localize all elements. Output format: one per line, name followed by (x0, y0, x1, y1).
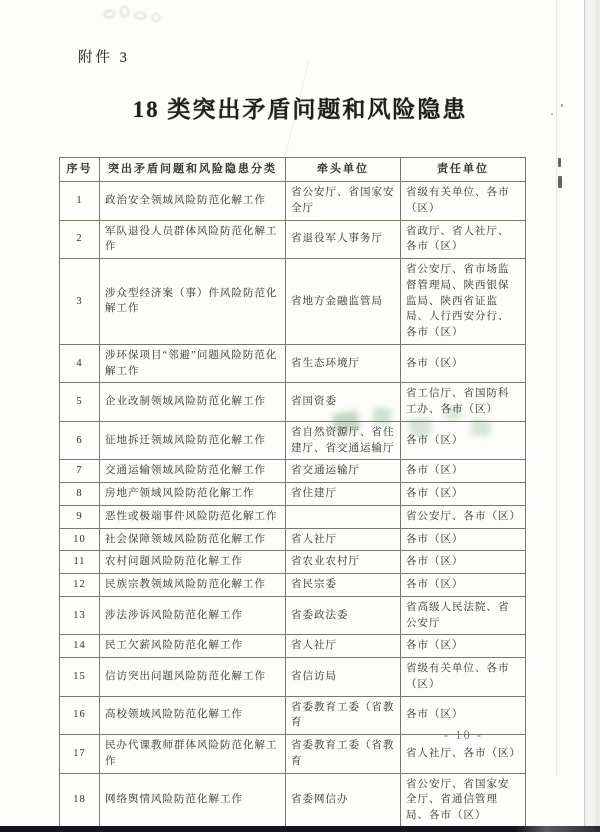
cell-no: 8 (60, 483, 100, 506)
paper-edge-shadow (584, 0, 600, 832)
attachment-label: 附件 3 (78, 50, 130, 66)
cell-no: 6 (60, 421, 100, 460)
cell-lead: 省自然资源厅、省住建厅、省交通运输厅 (286, 421, 401, 460)
table-row (60, 421, 526, 460)
cell-lead: 省住建厅 (286, 483, 401, 506)
cell-issue: 涉环保项目“邻避”问题风险防范化解工作 (100, 344, 286, 383)
cell-no: 10 (60, 528, 100, 551)
cell-issue: 军队退役人员群体风险防范化解工作 (100, 220, 286, 259)
cell-responsible: 各市（区） (401, 696, 526, 735)
scan-speck (558, 158, 561, 167)
cell-lead: 省农业农村厅 (286, 551, 401, 574)
header-issue: 突出矛盾问题和风险隐患分类 (100, 158, 286, 182)
cell-no: 3 (60, 259, 100, 345)
table-row (60, 635, 526, 658)
cell-issue: 民族宗教领域风险防范化解工作 (100, 574, 286, 597)
cell-no: 2 (60, 220, 100, 259)
page-title: 18 类突出矛盾问题和风险隐患 (132, 97, 468, 122)
cell-issue: 网络舆情风险防范化解工作 (100, 773, 286, 827)
table-row (60, 344, 526, 383)
table-header (60, 158, 526, 182)
table-row (60, 596, 526, 635)
cell-no: 11 (60, 551, 100, 574)
table-row (60, 483, 526, 506)
cell-responsible: 省政厅、省人社厅、各市（区） (401, 220, 526, 259)
cell-no: 7 (60, 460, 100, 483)
cell-lead: 省退役军人事务厅 (286, 220, 401, 259)
cell-lead: 省人社厅 (286, 528, 401, 551)
cell-issue: 民办代课教师群体风险防范化解工作 (100, 735, 286, 774)
cell-issue: 社会保障领域风险防范化解工作 (100, 528, 286, 551)
cell-issue: 涉法涉诉风险防范化解工作 (100, 596, 286, 635)
cell-no: 4 (60, 344, 100, 383)
cell-no: 15 (60, 658, 100, 697)
cell-responsible: 省高级人民法院、省公安厅 (401, 596, 526, 635)
table-row (60, 220, 526, 259)
cell-no: 12 (60, 574, 100, 597)
cell-lead: 省国资委 (286, 383, 401, 422)
header-lead: 牵头单位 (286, 158, 401, 182)
cell-issue: 高校领域风险防范化解工作 (100, 696, 286, 735)
cell-issue: 信访突出问题风险防范化解工作 (100, 658, 286, 697)
cell-no: 1 (60, 182, 100, 221)
cell-responsible: 各市（区） (401, 344, 526, 383)
cell-issue: 征地拆迁领域风险防范化解工作 (100, 421, 286, 460)
cell-no: 13 (60, 596, 100, 635)
cell-no: 16 (60, 696, 100, 735)
table-header-row (60, 158, 526, 182)
page-number: - 10 - (444, 728, 484, 742)
cell-issue: 交通运输领域风险防范化解工作 (100, 460, 286, 483)
table-row (60, 551, 526, 574)
table-row (60, 259, 526, 345)
cell-responsible: 省人社厅、各市（区） (401, 735, 526, 774)
cell-lead: 省民宗委 (286, 574, 401, 597)
cell-lead: 省公安厅、省国家安全厅 (286, 182, 401, 221)
handwriting-mark (100, 4, 170, 26)
table-row (60, 383, 526, 422)
cell-lead: 省交通运输厅 (286, 460, 401, 483)
cell-responsible: 各市（区） (401, 528, 526, 551)
header-responsible: 责任单位 (401, 158, 526, 182)
cell-responsible: 省公安厅、各市（区） (401, 505, 526, 528)
scan-speck (561, 104, 563, 107)
cell-responsible: 各市（区） (401, 551, 526, 574)
cell-lead: 省委政法委 (286, 596, 401, 635)
cell-issue: 涉众型经济案（事）件风险防范化解工作 (100, 259, 286, 345)
cell-issue: 房地产领域风险防范化解工作 (100, 483, 286, 506)
cell-responsible: 省级有关单位、各市（区） (401, 658, 526, 697)
cell-responsible: 各市（区） (401, 421, 526, 460)
cell-issue: 民工欠薪风险防范化解工作 (100, 635, 286, 658)
cell-no: 14 (60, 635, 100, 658)
cell-lead: 省信访局 (286, 658, 401, 697)
cell-issue: 政治安全领域风险防范化解工作 (100, 182, 286, 221)
cell-issue: 恶性或极端事件风险防范化解工作 (100, 505, 286, 528)
cell-lead: 省委教育工委（省教育 (286, 735, 401, 774)
cell-lead (286, 505, 401, 528)
cell-lead: 省委教育工委（省教育 (286, 696, 401, 735)
table-row (60, 773, 526, 827)
scan-speck (558, 176, 562, 188)
cell-responsible: 各市（区） (401, 483, 526, 506)
header-no: 序号 (60, 158, 100, 182)
cell-lead: 省地方金融监管局 (286, 259, 401, 345)
cell-responsible: 各市（区） (401, 574, 526, 597)
table-row (60, 460, 526, 483)
cell-issue: 农村问题风险防范化解工作 (100, 551, 286, 574)
cell-lead: 省委网信办 (286, 773, 401, 827)
cell-responsible: 省公安厅、省国家安全厅、省通信管理局、各市（区） (401, 773, 526, 827)
cell-responsible: 各市（区） (401, 460, 526, 483)
cell-responsible: 省工信厅、省国防科工办、各市（区） (401, 383, 526, 422)
table-row (60, 182, 526, 221)
cell-no: 5 (60, 383, 100, 422)
cell-lead: 省人社厅 (286, 635, 401, 658)
cell-issue: 企业改制领域风险防范化解工作 (100, 383, 286, 422)
table-row (60, 574, 526, 597)
cell-no: 18 (60, 773, 100, 827)
cell-responsible: 省级有关单位、各市（区） (401, 182, 526, 221)
scanner-edge-strip (0, 826, 600, 832)
table-row (60, 528, 526, 551)
table-row (60, 505, 526, 528)
cell-responsible: 省公安厅、省市场监督管理局、陕西银保监局、陕西省证监局、人行西安分行、各市（区） (401, 259, 526, 345)
cell-no: 17 (60, 735, 100, 774)
cell-responsible: 各市（区） (401, 635, 526, 658)
cell-lead: 省生态环境厅 (286, 344, 401, 383)
cell-no: 9 (60, 505, 100, 528)
table-row (60, 658, 526, 697)
